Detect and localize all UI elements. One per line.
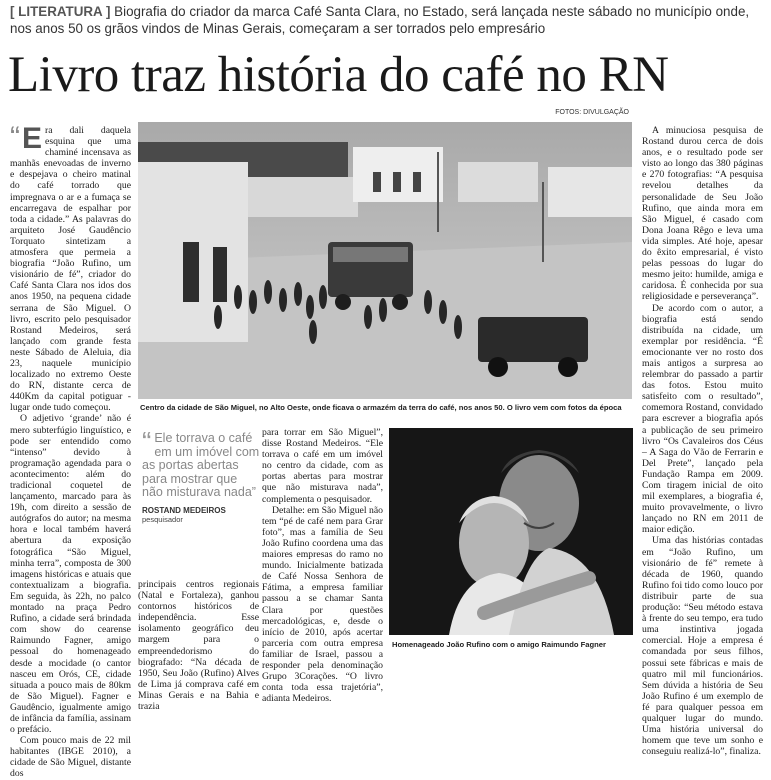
open-quote-icon: “ xyxy=(10,121,20,154)
section-tag: [ LITERATURA ] xyxy=(10,4,111,19)
pull-quote-role: pesquisador xyxy=(142,514,183,524)
paragraph: principais centros regionais (Natal e Fortaleza), ganhou contornos históricos de independência. Esse isolamento geográfico deu margem para o empreendedorismo do biografado: “Na década de 1950, Seu João (Rufino) Alves de Lima já comprava café em Minas Gerais e na Bahia e trazia xyxy=(138,579,259,713)
paragraph: De acordo com o autor, a biografia está sendo distribuída na cidade, um exemplar por residência. “É emocionante ver no rosto dos mais antigos a surpresa ao relembrar do passado a partir das fotos. Estou muito satisfeito com o resultado”, comemora Rostand, convidado para escrever a biografia após a publicação de seu primeiro livro “Os Cavaleiros dos Céus – A Saga do Vão de Ferrarin e Del Prete”, lançado pela Fundação Rampa em 2009. Com tiragem inicial de oito mil exemplares, a biografia é, muito provavelmente, o livro lançado no RN em 2011 de maior edição. xyxy=(642,302,763,536)
paragraph: para torrar em São Miguel”, disse Rostand Medeiros. “Ele torrava o café em um imóvel no centro da cidade, com as portas abertas para mostrar que não misturava nada”, complementa o pesquisador. xyxy=(262,427,383,505)
pull-quote-text: Ele torrava o café em um imóvel com as portas abertas para mostrar que não misturava nada” xyxy=(142,431,260,499)
kicker xyxy=(10,3,762,37)
pull-quote-name: ROSTAND MEDEIROS xyxy=(142,505,226,515)
paragraph: Detalhe: em São Miguel não tem “pé de café nem para Grar foto”, mas a família de Seu João Rufino coordena uma das maiores empresas do ramo no mundo. Inicialmente batizada de Café Nossa Senhora de Fátima, a empresa familiar passou a se chamar Santa Clara por questões mercadológicas, e, desde o início de 2010, após acertar parceria com outra empresa familiar de Israel, passou a responder pela denominação Grupo 3Corações. “O livro conta toda essa trajetória”, adianta Medeiros. xyxy=(262,504,383,705)
paragraph: Com pouco mais de 22 mil habitantes (IBGE 2010), a cidade de São Miguel, distante dos xyxy=(10,735,131,780)
article-column-4 xyxy=(642,125,763,758)
portrait-photo xyxy=(389,428,633,635)
town-square-illustration xyxy=(138,122,632,399)
article-column-3 xyxy=(262,427,383,705)
paragraph: ra dali daquela esquina que uma chaminé incensava as manhãs enevoadas de inverno e despejava o cheiro matinal do café torrado que impregnava o ar e a fumaça se encarregava de espalhar por toda a cidade.” As palavras do arquiteto José Gaudêncio Torquato sintetizam a atmosfera que permeia a biografia “João Rufino, um visionário de fé”, criador do Café Santa Clara nos idos dos anos 1950, na pequena cidade serrana de São Miguel. O livro, escrito pelo pesquisador Rostand Medeiros, será lançado com grande festa neste Sábado de Aleluia, dia 23, naquele município localizado no extremo Oeste do RN, distante cerca de 440Km da capital potiguar - lugar onde tudo começou. xyxy=(10,125,131,414)
paragraph: A minuciosa pesquisa de Rostand durou cerca de dois anos, e o resultado pode ser visto ao longo das 380 páginas e 270 fotografias: “A pesquisa revelou detalhes da personalidade de Seu João Rufino, que ainda mora em São Miguel, é casado com Dona Joana Rêgo e leva uma vida simples. Até hoje, apesar do êxito empresarial, é visto pelas pessoas do lugar do mesmo jeito: humilde, amiga e caridosa. É conhecida por sua religiosidade e perseverança”. xyxy=(642,125,763,303)
photo-caption-town: Centro da cidade de São Miguel, no Alto Oeste, onde ficava o armazém da terra do café, nos anos 50. O livro vem com fotos da época xyxy=(140,403,622,412)
town-square-photo xyxy=(138,122,632,399)
headline: Livro traz história do café no RN xyxy=(8,47,669,103)
article-column-1 xyxy=(10,121,131,780)
paragraph: Uma das histórias contadas em “João Rufino, um visionário de fé” remete à década de 1960, quando Rufino foi tido como louco por distribuir parte de sua produção: “Seu método estava à frente do seu tempo, era tudo uma instintiva jogada comercial. Hoje a empresa é comandada por seus filhos, possui sete fábricas e mais de quatro mil mil funcionários. Sem dúvida a história de Seu João Rufino é um exemplo de fé para qualquer pessoa em qualquer lugar do mundo. Uma história universal do homem que teve um sonho e conseguiu realizá-lo”, finaliza. xyxy=(642,535,763,758)
portrait-illustration xyxy=(389,428,633,635)
photo-caption-portrait: Homenageado João Rufino com o amigo Raimundo Fagner xyxy=(392,640,606,649)
article-column-2 xyxy=(138,579,259,713)
photo-credit: FOTOS: DIVULGAÇÃO xyxy=(555,109,629,116)
kicker-text: Biografia do criador da marca Café Santa Clara, no Estado, será lançada neste sábado no município onde, nos anos 50 os grãos vindos de Minas Gerais, começaram a ser torrados pelo empresário xyxy=(10,4,750,36)
pull-quote xyxy=(142,426,260,524)
paragraph: O adjetivo ‘grande’ não é mero subterfúgio linguístico, e pode ser entendido como “intenso” devido à programação agendada para o acontecimento: além do tradicional coquetel de lançamento, marcado para às 19h, com direito a sessão de autógrafos do autor; na mesma hora e local também haverá abertura da exposição fotográfica “São Miguel, minha terra”, composta de 300 imagens históricas e atuais que contextualizam a biografia. Em seguida, às 22h, no palco montado na praça Pedro Rufino, a cidade será brindada com show do cearense Raimundo Fagner, amigo pessoal do homenageado desde a mocidade (o cantor nasceu em Orós, CE, cidade situada a pouco mais de 80km de São Miguel). Fagner e Gaudêncio, igualmente amigo de infância da família, assinam o prefácio. xyxy=(10,413,131,736)
quote-mark-icon: “ xyxy=(142,426,152,457)
drop-cap: E xyxy=(22,122,43,155)
